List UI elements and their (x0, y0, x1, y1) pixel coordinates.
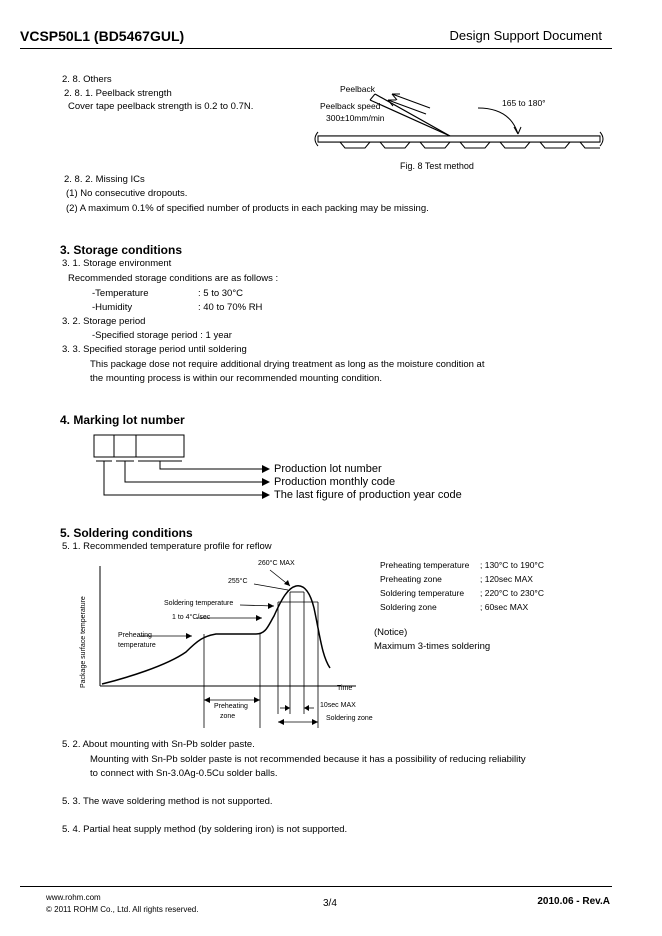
monthly-code-label: Production monthly code (274, 476, 396, 488)
snpb-title: 5. 2. About mounting with Sn-Pb solder paste. (62, 739, 255, 750)
spec-row (380, 558, 544, 572)
graph-label-preheat-1: Preheating (118, 632, 152, 639)
storage-period-title: 3. 2. Storage period (62, 316, 146, 327)
spec-label: Preheating zone (380, 574, 442, 584)
notice-text: Maximum 3-times soldering (374, 641, 491, 652)
temperature-value: : 5 to 30°C (198, 288, 243, 299)
peelback-title: 2. 8. 1. Peelback strength (64, 88, 172, 99)
footer-page-number: 3/4 (323, 898, 337, 909)
graph-label-preheat-2: temperature (118, 642, 156, 649)
reflow-spec-table (380, 558, 544, 614)
figure-peelback-label: Peelback (340, 84, 375, 94)
graph-preheat-zone-1: Preheating (214, 703, 248, 710)
footer-revision: 2010.06 - Rev.A (537, 896, 610, 907)
header-rule (20, 48, 612, 49)
graph-label-soldering-temp: Soldering temperature (164, 600, 234, 607)
year-code-label: The last figure of production year code (274, 489, 462, 501)
storage-until-title: 3. 3. Specified storage period until soldering (62, 344, 247, 355)
footer-copyright: © 2011 ROHM Co., Ltd. All rights reserved. (46, 905, 199, 914)
footer-url[interactable]: www.rohm.com (46, 893, 101, 902)
temperature-label: -Temperature (92, 288, 149, 299)
storage-until-line-1: This package dose not require additional drying treatment as long as the moisture condition at (90, 359, 485, 370)
missing-ics-item-1: (1) No consecutive dropouts. (66, 188, 188, 199)
wave-soldering-note: 5. 3. The wave soldering method is not supported. (62, 796, 273, 807)
document-type: Design Support Document (449, 28, 602, 43)
footer-rule (20, 886, 612, 887)
graph-x-axis-label: Time (337, 685, 353, 692)
document-title: VCSP50L1 (BD5467GUL) (20, 28, 185, 44)
graph-label-255: 255°C (228, 578, 248, 585)
graph-preheat-zone-2: zone (220, 713, 236, 720)
section-2-8-title: 2. 8. Others (62, 74, 112, 85)
missing-ics-item-2: (2) A maximum 0.1% of specified number of products in each packing may be missing. (66, 203, 429, 214)
storage-period-text: -Specified storage period : 1 year (92, 330, 232, 341)
partial-heat-note: 5. 4. Partial heat supply method (by soldering iron) is not supported. (62, 824, 348, 835)
snpb-line-2: to connect with Sn-3.0Ag-0.5Cu solder balls. (90, 768, 278, 779)
storage-env-intro: Recommended storage conditions are as follows : (68, 273, 279, 284)
spec-row (380, 600, 544, 614)
spec-row (380, 572, 544, 586)
humidity-label: -Humidity (92, 302, 133, 313)
figure-speed-value: 300±10mm/min (326, 113, 385, 123)
graph-label-rate: 1 to 4°C/sec (172, 614, 211, 621)
marking-lot-diagram (90, 433, 280, 503)
figure-angle-label: 165 to 180° (502, 98, 546, 108)
section-3-title: 3. Storage conditions (60, 243, 183, 257)
figure-caption: Fig. 8 Test method (400, 161, 474, 171)
spec-row (380, 586, 544, 600)
storage-until-line-2: the mounting process is within our recommended mounting condition. (90, 373, 383, 384)
notice-title: (Notice) (374, 627, 408, 638)
graph-label-260: 260°C MAX (258, 560, 295, 567)
graph-y-axis-label: Package surface temperature (80, 596, 87, 688)
spec-label: Soldering temperature (380, 588, 465, 598)
snpb-line-1: Mounting with Sn-Pb solder paste is not recommended because it has a possibility of reducing reliability (90, 754, 526, 765)
reflow-profile-title: 5. 1. Recommended temperature profile for reflow (62, 541, 272, 552)
figure-speed-label: Peelback speed (320, 101, 381, 111)
spec-value: ; 120sec MAX (480, 574, 533, 584)
graph-soldering-zone: Soldering zone (326, 715, 373, 722)
spec-label: Soldering zone (380, 602, 437, 612)
section-4-title: 4. Marking lot number (60, 413, 185, 427)
section-5-title: 5. Soldering conditions (60, 526, 193, 540)
spec-value: ; 220°C to 230°C (480, 588, 544, 598)
spec-value: ; 130°C to 190°C (480, 560, 544, 570)
storage-env-title: 3. 1. Storage environment (62, 258, 172, 269)
missing-ics-title: 2. 8. 2. Missing ICs (64, 174, 145, 185)
lot-number-label: Production lot number (274, 463, 382, 475)
graph-10sec-max: 10sec MAX (320, 702, 356, 709)
spec-value: ; 60sec MAX (480, 602, 529, 612)
spec-label: Preheating temperature (380, 560, 470, 570)
humidity-value: : 40 to 70% RH (198, 302, 263, 313)
peelback-text: Cover tape peelback strength is 0.2 to 0.7N. (68, 101, 254, 112)
